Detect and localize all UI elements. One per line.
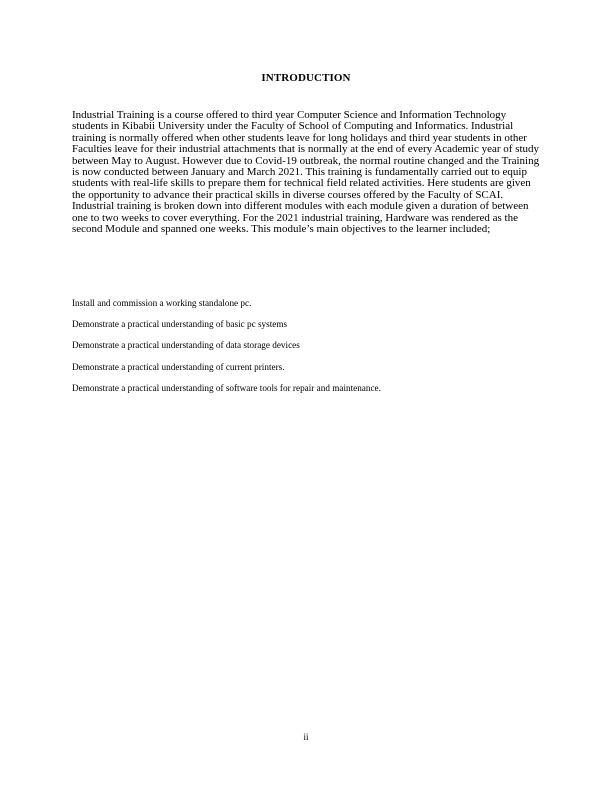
objective-item: Demonstrate a practical understanding of data storage devices <box>72 340 300 351</box>
objective-item: Install and commission a working standalone pc. <box>72 298 252 308</box>
objective-item: Demonstrate a practical understanding of current printers. <box>72 361 285 372</box>
intro-paragraph: Industrial Training is a course offered to third year Computer Science and Information Technology students in Kibabii University under the Faculty of School of Computing and Informatics. Industrial training is normally offered when other students leave for long holidays and third year students in other Faculties leave for their industrial attachments that is normally at the end of every Academic year of study between May to August. However due to Covid-19 outbreak, the normal routine changed and the Training is now conducted between January and March 2021. This training is fundamentally carried out to equip students with real-life skills to prepare them for technical field related activities. Here students are given the opportunity to advance their practical skills in diverse courses offered by the Faculty of SCAI. Industrial training is broken down into different modules with each module given a duration of between one to two weeks to cover everything. For the 2021 industrial training, Hardware was rendered as the second Module and spanned one weeks. This module’s main objectives to the learner included; <box>72 109 540 236</box>
objective-item: Demonstrate a practical understanding of software tools for repair and maintenance. <box>72 382 381 393</box>
objectives-list <box>72 298 542 404</box>
objective-item: Demonstrate a practical understanding of basic pc systems <box>72 319 288 330</box>
page-number: ii <box>303 732 309 742</box>
section-title: INTRODUCTION <box>261 72 351 84</box>
